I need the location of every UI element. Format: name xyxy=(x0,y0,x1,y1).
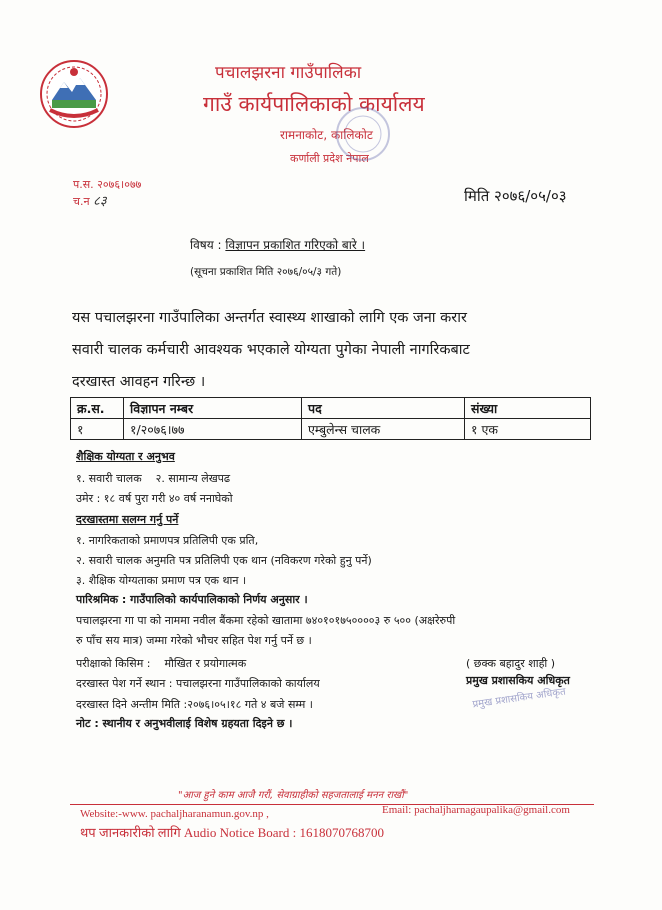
office-name: गाउँ कार्यपालिकाको कार्यालय xyxy=(203,92,425,116)
letter-date: मिति २०७६/०५/०३ xyxy=(464,187,567,205)
footer-motto: "आज हुने काम आजै गरौं, सेवाग्राहीको सहजतालाई मनन राखौं" xyxy=(178,790,409,801)
nepal-emblem-icon xyxy=(38,58,110,130)
office-province: कर्णाली प्रदेश नेपाल xyxy=(290,152,369,165)
age-requirement: उमेर : १८ वर्ष पुरा गरी ४० वर्ष ननाघेको xyxy=(76,492,233,505)
reference-block xyxy=(73,176,141,210)
footer-email: Email: pachaljharnagaupalika@gmail.com xyxy=(382,804,570,816)
body-paragraph xyxy=(72,302,592,398)
note: नोट : स्थानीय र अनुभवीलाई विशेष ग्रहयता दिइने छ । xyxy=(76,717,293,730)
subject-label: विषय : xyxy=(190,238,222,252)
subject-text: विज्ञापन प्रकाशित गरिएको बारे । xyxy=(225,238,366,252)
chalani-row xyxy=(73,193,141,210)
table-row xyxy=(71,419,591,440)
office-location: रामनाकोट, कालिकोट xyxy=(280,128,373,142)
body-line: दरखास्त आवहन गरिन्छ । xyxy=(72,374,206,390)
cell-count: १ एक xyxy=(465,419,591,440)
notice-date: (सूचना प्रकाशित मिति २०७६/०५/३ गते) xyxy=(190,266,342,278)
body-line: यस पचालझरना गाउँपालिका अन्तर्गत स्वास्थ्य शाखाको लागि एक जना करार xyxy=(72,310,467,326)
table-header-row xyxy=(71,398,591,419)
qualification-heading: शैक्षिक योग्यता र अनुभव xyxy=(76,450,175,463)
submit-place: दरखास्त पेश गर्ने स्थान : पचालझरना गाउँपालिकाको कार्यालय xyxy=(76,677,320,690)
attachments-heading: दरखास्तमा सलग्न गर्नु पर्ने xyxy=(76,513,179,526)
cell-sn: १ xyxy=(71,419,124,440)
attachment-item: २. सवारी चालक अनुमति पत्र प्रतिलिपी एक थान (नविकरण गरेको हुनु पर्ने) xyxy=(76,554,372,567)
qualification-line: १. सवारी चालक २. सामान्य लेखपढ xyxy=(76,472,231,485)
col-count: संख्या xyxy=(465,398,591,419)
attachment-item: १. नागरिकताको प्रमाणपत्र प्रतिलिपी एक प्रति, xyxy=(76,534,259,547)
col-post: पद xyxy=(302,398,465,419)
exam-type: परीक्षाको किसिम : मौखित र प्रयोगात्मक xyxy=(76,657,247,670)
fee-line: पचालझरना गा पा को नाममा नवील बैंकमा रहेको खातामा ७४०१०१७५००००३ रु ५०० (अक्षरेरुपी xyxy=(76,614,456,627)
body-line: सवारी चालक कर्मचारी आवश्यक भएकाले योग्यता पुगेका नेपाली नागरिकबाट xyxy=(72,342,470,358)
signatory-name: ( छक्क बहादुर शाही ) xyxy=(466,657,556,670)
attachment-item: ३. शैक्षिक योग्यताका प्रमाण पत्र एक थान । xyxy=(76,574,247,587)
municipality-name: पचालझरना गाउँपालिका xyxy=(215,63,362,83)
col-ad-number: विज्ञापन नम्बर xyxy=(124,398,302,419)
patra-sankhya: प.स. २०७६।०७७ xyxy=(73,178,142,191)
office-stamp-icon xyxy=(328,104,398,164)
cell-post: एम्बुलेन्स चालक xyxy=(302,419,465,440)
chalani-label: च.न xyxy=(73,195,90,208)
fee-line: रु पाँच सय मात्र) जम्मा गरेको भौचर सहित पेश गर्नु पर्ने छ । xyxy=(76,634,312,647)
signatory-title: प्रमुख प्रशासकिय अधिकृत xyxy=(466,674,570,687)
remuneration: पारिश्रमिक : गाउँपालिको कार्यपालिकाको निर्णय अनुसार । xyxy=(76,593,308,606)
signatory-stamp: प्रमुख प्रशासकिय अधिकृत xyxy=(471,686,567,711)
footer-audio-board: थप जानकारीको लागि Audio Notice Board : 1618070768700 xyxy=(80,825,384,840)
col-sn: क्र.स. xyxy=(71,398,124,419)
deadline: दरखास्त दिने अन्तीम मिति :२०७६।०५।१८ गते ४ बजे सम्म । xyxy=(76,698,313,711)
subject-line xyxy=(190,236,365,253)
chalani-number: ८३ xyxy=(93,194,107,209)
vacancy-table xyxy=(70,397,591,440)
cell-ad-number: १/२०७६।७७ xyxy=(124,419,302,440)
footer-website: Website:-www. pachaljharanamun.gov.np , xyxy=(80,808,269,820)
